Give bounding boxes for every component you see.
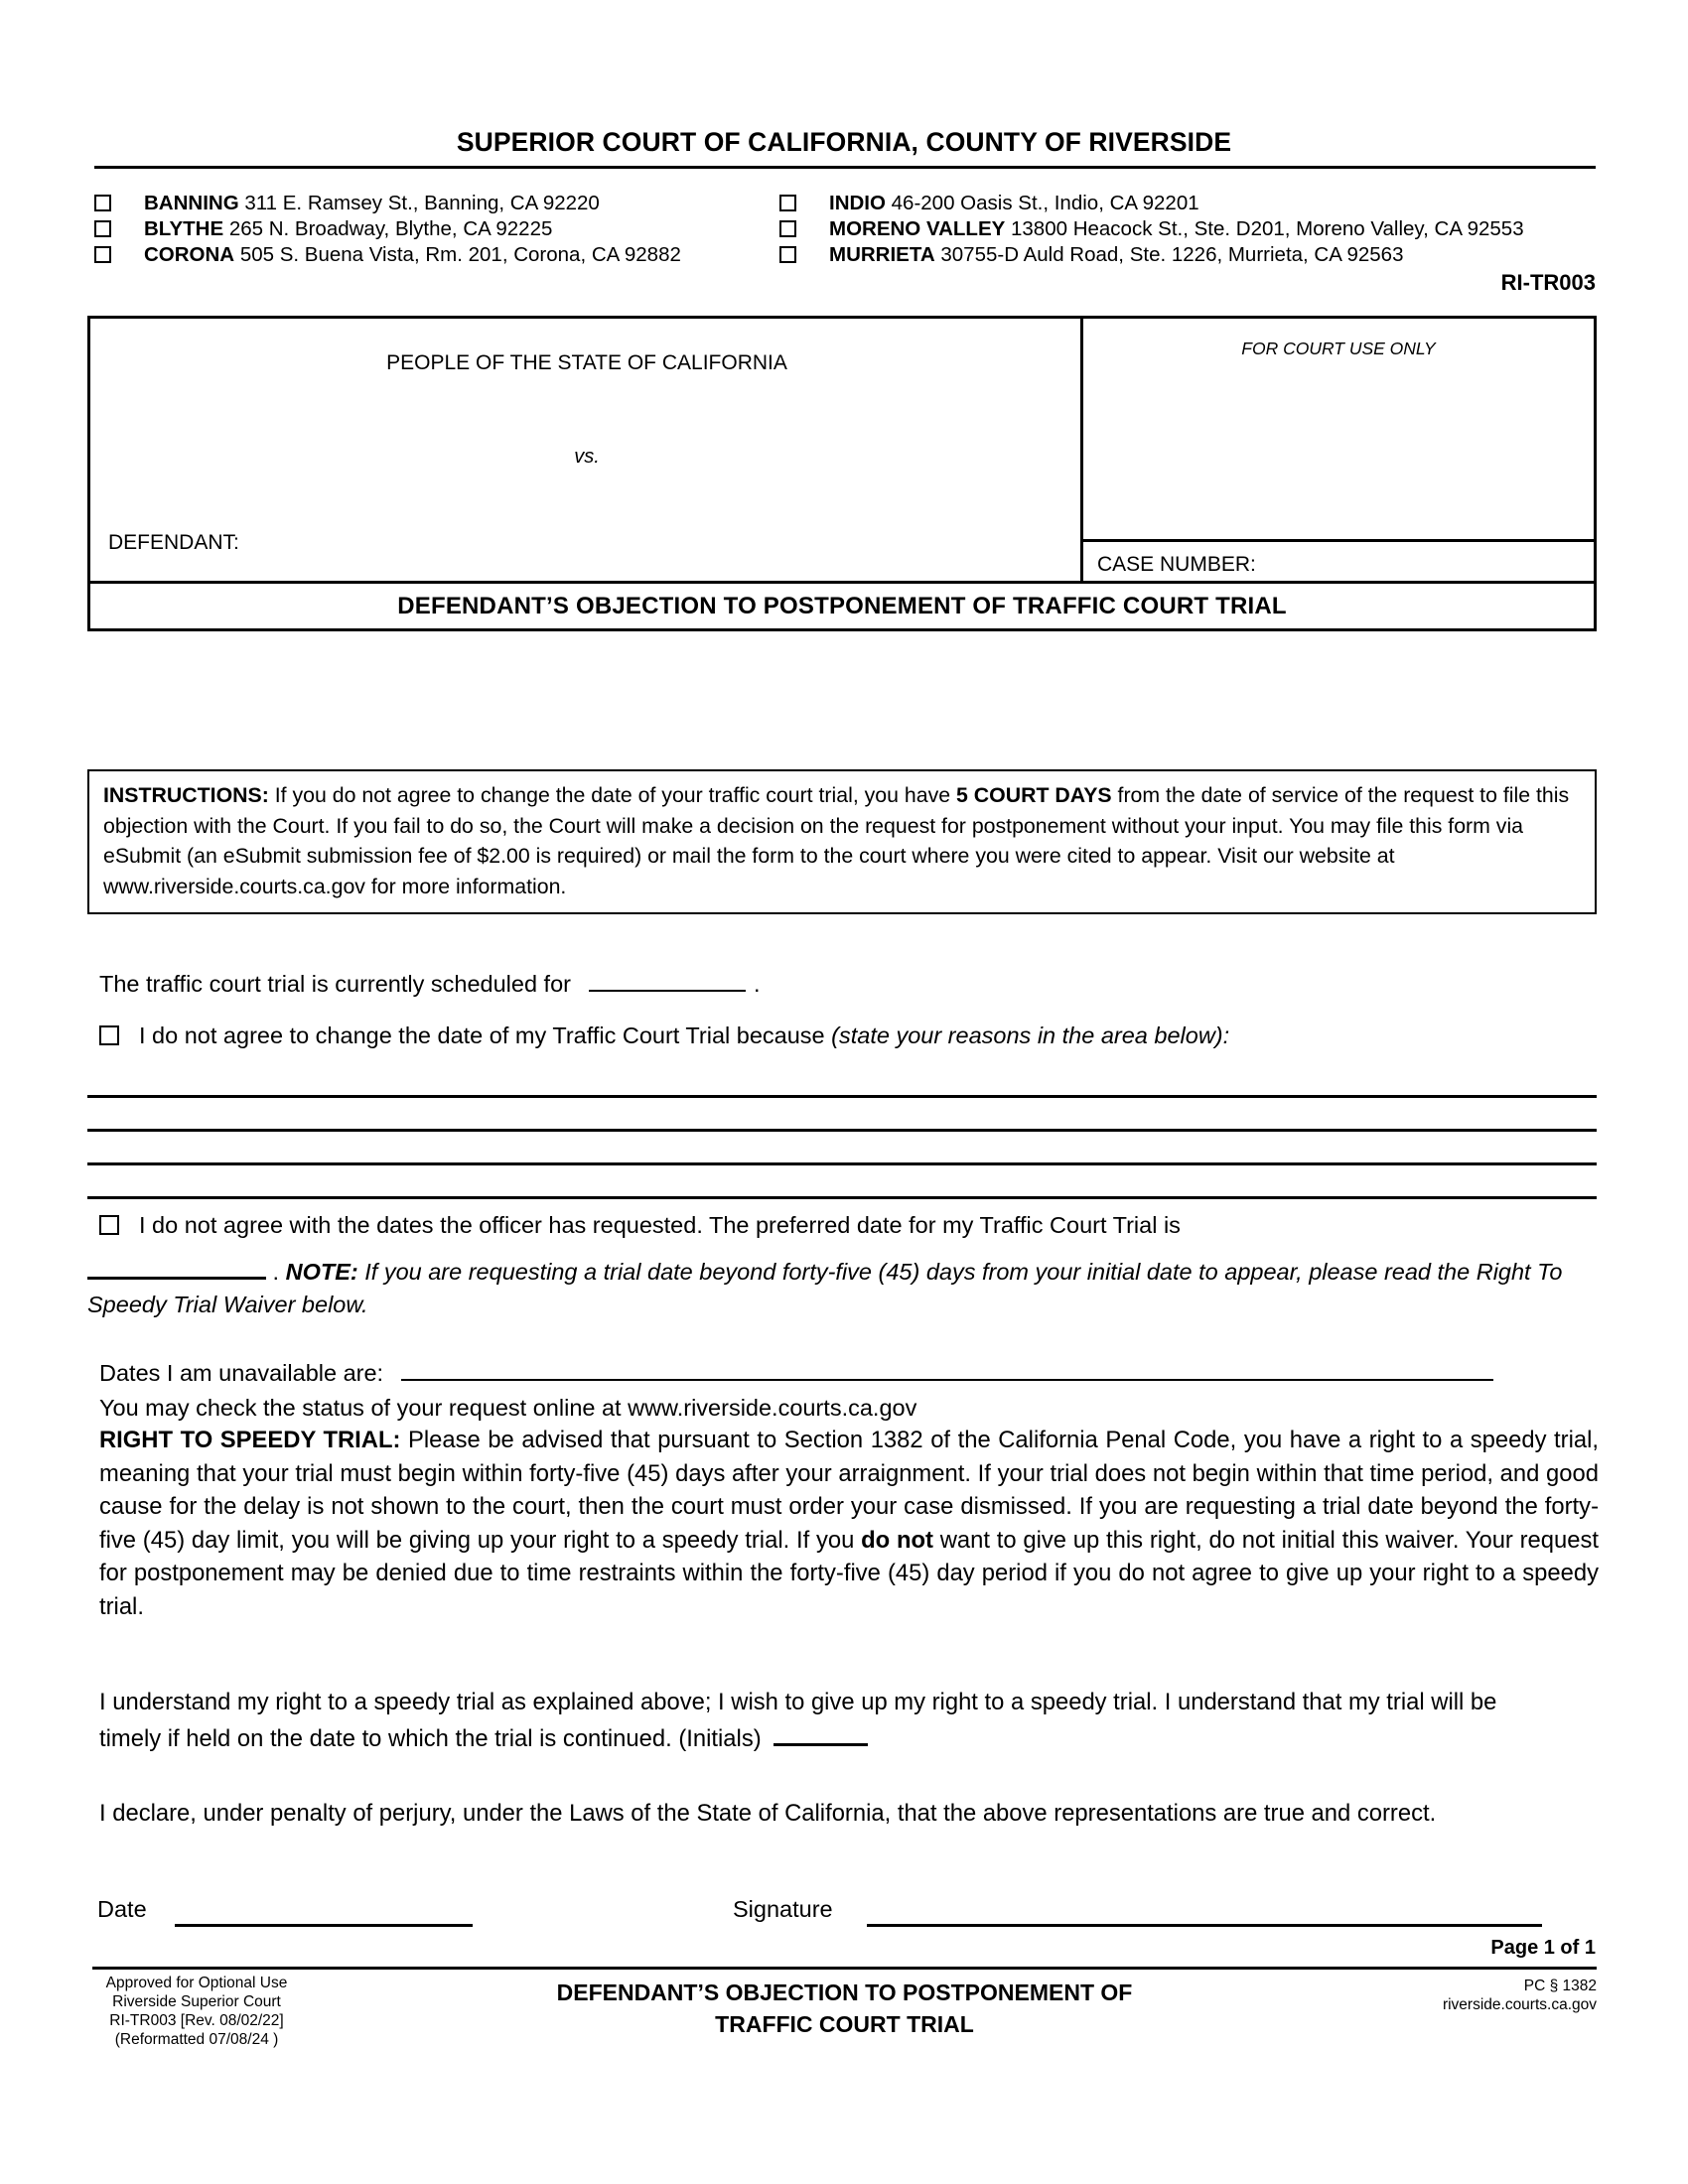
court-address-moreno-valley: 13800 Heacock St., Ste. D201, Moreno Valley, CA 92553 [1011, 217, 1524, 240]
court-address-banning: 311 E. Ramsey St., Banning, CA 92220 [244, 192, 600, 214]
reason-line-1[interactable] [87, 1095, 1597, 1098]
header-divider [94, 166, 1596, 169]
caption-box [87, 316, 1597, 584]
court-name-murrieta: MURRIETA [829, 243, 935, 266]
versus-label: vs. [574, 446, 600, 468]
speedy-trial-paragraph [99, 1424, 1599, 1623]
speedy-trial-emphasis: do not [861, 1526, 933, 1554]
case-number-divider [1083, 539, 1594, 542]
court-location-banning[interactable] [94, 191, 809, 216]
signature-label: Signature [733, 1896, 833, 1922]
court-location-corona[interactable] [94, 242, 809, 268]
instructions-box [87, 769, 1597, 914]
dates-unavailable-input[interactable] [401, 1357, 1493, 1381]
form-title: DEFENDANT’S OBJECTION TO POSTPONEMENT OF TRAFFIC COURT TRIAL [397, 592, 1287, 619]
footer-title-line-1: DEFENDANT’S OBJECTION TO POSTPONEMENT OF [556, 1979, 1133, 2005]
plaintiff-name: PEOPLE OF THE STATE OF CALIFORNIA [386, 351, 787, 374]
checkbox-do-not-agree-officer-dates[interactable] [99, 1215, 119, 1235]
instructions-emphasis: 5 COURT DAYS [956, 783, 1112, 807]
checkbox-2-label: I do not agree with the dates the officer has requested. The preferred date for my Traffic Court Trial is [139, 1212, 1181, 1238]
scheduled-date-period: . [753, 971, 761, 997]
objection-checkbox-row[interactable] [99, 1020, 1599, 1051]
checkbox-murrieta[interactable] [779, 246, 796, 263]
checkbox-1-hint: (state your reasons in the area below): [831, 1023, 1230, 1048]
footer-center-block [92, 1977, 1597, 2040]
note-text: If you are requesting a trial date beyond forty-five (45) days from your initial date to appear, please read the Right To Speedy Trial Waiver below. [87, 1259, 1563, 1317]
footer [92, 1974, 1597, 2068]
court-location-moreno-valley[interactable] [779, 216, 1604, 242]
scheduled-date-input[interactable] [589, 968, 746, 992]
court-location-murrieta[interactable] [779, 242, 1604, 268]
initials-input[interactable] [774, 1719, 868, 1746]
form-number: RI-TR003 [1500, 270, 1596, 295]
declaration-paragraph: I declare, under penalty of perjury, under the Laws of the State of California, that the above representations are true and correct. [99, 1800, 1437, 1827]
footer-right-block [1443, 1977, 1597, 2014]
court-location-indio[interactable] [779, 191, 1604, 216]
preferred-date-checkbox-row[interactable] [99, 1209, 1599, 1241]
court-locations-right-column [779, 191, 1604, 268]
note-label: NOTE: [285, 1259, 358, 1285]
page-title: SUPERIOR COURT OF CALIFORNIA, COUNTY OF RIVERSIDE [456, 127, 1232, 157]
scheduled-date-label: The traffic court trial is currently scheduled for [99, 971, 571, 997]
court-name-banning: BANNING [144, 192, 239, 214]
checkbox-moreno-valley[interactable] [779, 220, 796, 237]
reason-line-3[interactable] [87, 1162, 1597, 1165]
preferred-date-note [87, 1253, 1597, 1321]
court-address-blythe: 265 N. Broadway, Blythe, CA 92225 [228, 217, 553, 240]
court-address-corona: 505 S. Buena Vista, Rm. 201, Corona, CA 92882 [239, 243, 681, 266]
dates-unavailable-label: Dates I am unavailable are: [99, 1360, 384, 1386]
dates-unavailable-row [99, 1357, 1599, 1389]
footer-divider [92, 1967, 1597, 1970]
footer-statute: PC § 1382 [1523, 1978, 1597, 1994]
footer-revision-line: RI-TR003 [Rev. 08/02/22] [109, 2012, 284, 2029]
page-number: Page 1 of 1 [1490, 1937, 1596, 1959]
caption-parties-panel [90, 319, 1083, 581]
waiver-paragraph [99, 1686, 1549, 1755]
for-court-use-only-label: FOR COURT USE ONLY [1241, 339, 1436, 358]
instructions-label: INSTRUCTIONS: [103, 783, 269, 807]
footer-website: riverside.courts.ca.gov [1442, 1996, 1597, 2013]
footer-approved-line: Approved for Optional Use [105, 1975, 288, 1991]
signature-input[interactable] [867, 1924, 1542, 1927]
form-title-bar [87, 584, 1597, 631]
preferred-date-input[interactable] [87, 1253, 266, 1280]
checkbox-blythe[interactable] [94, 220, 111, 237]
checkbox-indio[interactable] [779, 195, 796, 211]
checkbox-corona[interactable] [94, 246, 111, 263]
checkbox-1-label: I do not agree to change the date of my Traffic Court Trial because [139, 1023, 832, 1048]
court-name-blythe: BLYTHE [144, 217, 224, 240]
footer-reformatted-line: (Reformatted 07/08/24 ) [114, 2031, 279, 2048]
footer-title-line-2: TRAFFIC COURT TRIAL [715, 2011, 974, 2037]
speedy-trial-text-2: want to give up this right, do not initial this waiver. Your request for postponement may be denied due to time restraints within the forty-five (45) day period if you do not agree to give up your right to a speedy trial. [99, 1526, 1599, 1620]
court-location-blythe[interactable] [94, 216, 809, 242]
defendant-label: DEFENDANT: [108, 531, 239, 554]
waiver-text: I understand my right to a speedy trial as explained above; I wish to give up my right to a speedy trial. I understand that my trial will be timely if held on the date to which the trial is continued. (Initials) [99, 1689, 1497, 1752]
footer-court-line: Riverside Superior Court [112, 1993, 281, 2010]
checkbox-do-not-agree-change-date[interactable] [99, 1025, 119, 1045]
scheduled-date-row [99, 968, 761, 999]
court-locations-left-column [94, 191, 809, 268]
court-name-indio: INDIO [829, 192, 886, 214]
checkbox-banning[interactable] [94, 195, 111, 211]
date-label: Date [97, 1896, 147, 1922]
speedy-trial-text-1: Please be advised that pursuant to Section 1382 of the California Penal Code, you have a right to a speedy trial, meaning that your trial must begin within forty-five (45) days after your arraignment. If your trial does not begin within that time period, and good cause for the delay is not shown to the court, then the court must order your case dismissed. If you are requesting a trial date beyond the forty-five (45) day limit, you will be giving up your right to a speedy trial. If you [99, 1427, 1600, 1554]
court-address-murrieta: 30755-D Auld Road, Ste. 1226, Murrieta, CA 92563 [940, 243, 1404, 266]
note-period: . [266, 1259, 286, 1285]
caption-court-panel [1083, 319, 1594, 581]
status-check-line: You may check the status of your request online at www.riverside.courts.ca.gov [99, 1395, 917, 1421]
reason-line-2[interactable] [87, 1129, 1597, 1132]
court-name-moreno-valley: MORENO VALLEY [829, 217, 1006, 240]
court-name-corona: CORONA [144, 243, 235, 266]
speedy-trial-label: RIGHT TO SPEEDY TRIAL: [99, 1427, 401, 1453]
instructions-text-part-1: If you do not agree to change the date of your traffic court trial, you have [268, 783, 957, 807]
court-address-indio: 46-200 Oasis St., Indio, CA 92201 [891, 192, 1199, 214]
reason-line-4[interactable] [87, 1196, 1597, 1199]
instructions-text-part-2: from the date of service of the request to file this objection with the Court. If you fail to do so, the Court will make a decision on the request for postponement without your input. You may file this form via eSubmit (an eSubmit submission fee of $2.00 is required) or mail the form to the court where you were cited to appear. Visit our website at www.riverside.courts.ca.gov for more information. [103, 783, 1570, 898]
case-number-label: CASE NUMBER: [1097, 553, 1256, 576]
date-input[interactable] [175, 1924, 473, 1927]
